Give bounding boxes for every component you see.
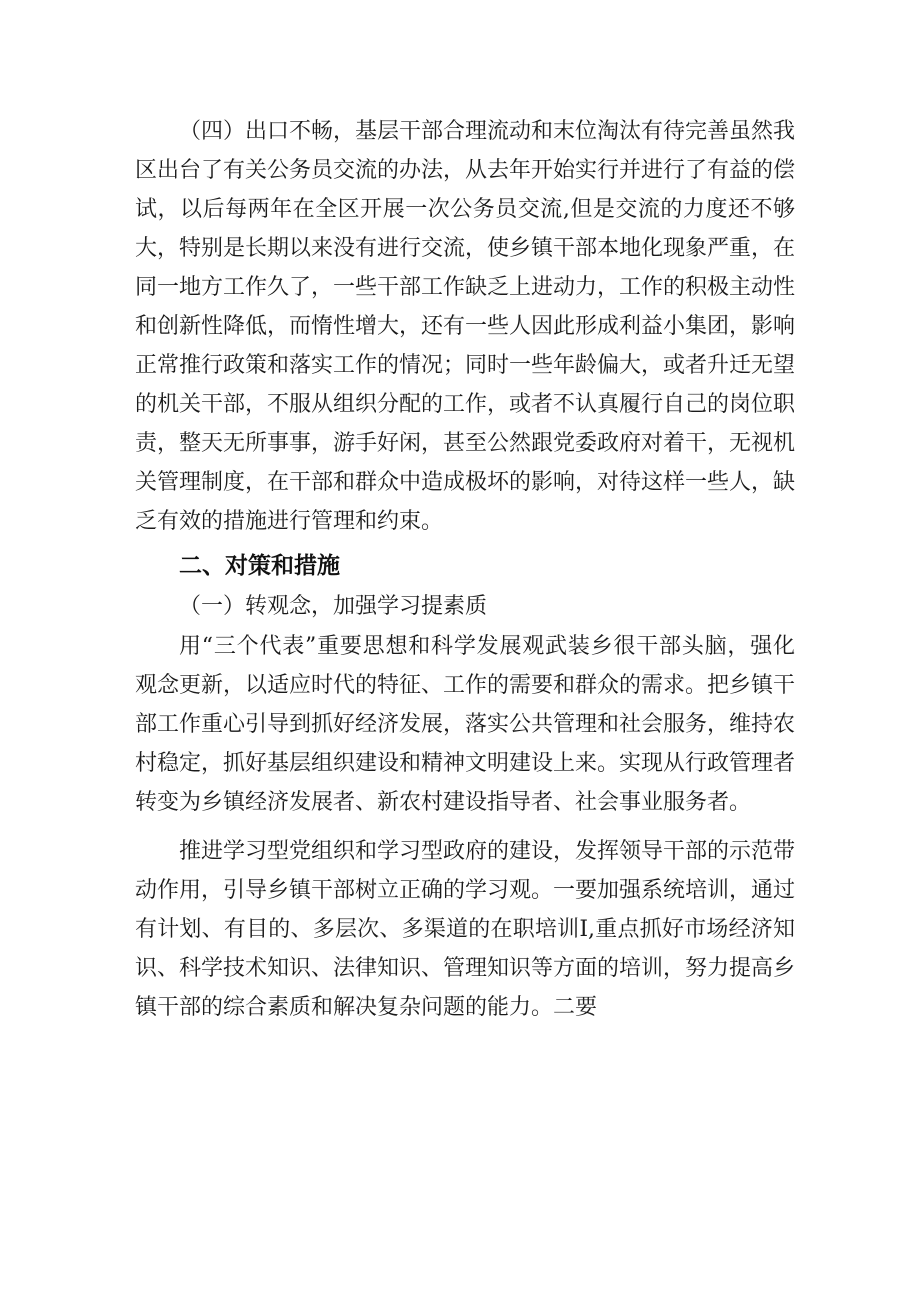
paragraph-learning-organization: 推进学习型党组织和学习型政府的建设，发挥领导干部的示范带动作用，引导乡镇干部树立正确的学习观。一要加强系统培训，通过有计划、有目的、多层次、多渠道的在职培训I,重点抓好市场经济知识、科学技术知识、法律知识、管理知识等方面的培训，努力提高乡镇干部的综合素质和解决复杂问题的能力。二要 [135, 839, 796, 1020]
section-heading-countermeasures: 二、对策和措施 [179, 553, 340, 579]
paragraph-three-represents: 用“三个代表”重要思想和科学发展观武装乡很干部头脑，强化观念更新，以适应时代的特征、工作的需要和群众的需求。把乡镇干部工作重心引导到抓好经济发展，落实公共管理和社会服务，维持农村稳定，抓好基层组织建设和精神文明建设上来。实现从行政管理者转变为乡镇经济发展者、新农村建设指导者、社会事业服务者。 [135, 634, 796, 815]
document-body [135, 112, 795, 1027]
subsection-heading-change-concepts: （一）转观念，加强学习提素质 [179, 594, 488, 619]
paragraph-exit-channels: （四）出口不畅，基层干部合理流动和末位淘汰有待完善虽然我区出台了有关公务员交流的办法，从去年开始实行并进行了有益的偿试，以后每两年在全区开展一次公务员交流,但是交流的力度还不够大，特别是长期以来没有进行交流，使乡镇干部本地化现象严重，在同一地方工作久了，一些干部工作缺乏上进动力，工作的积极主动性和创新性降低，而惰性增大，还有一些人因此形成利益小集团，影响正常推行政策和落实工作的情况；同时一些年龄偏大，或者升迁无望的机关干部，不服从组织分配的工作，或者不认真履行自己的岗位职责，整天无所事事，游手好闲，甚至公然跟党委政府对着干，无视机关管理制度，在干部和群众中造成极坏的影响，对待这样一些人，缺乏有效的措施进行管理和约束。 [135, 119, 796, 534]
